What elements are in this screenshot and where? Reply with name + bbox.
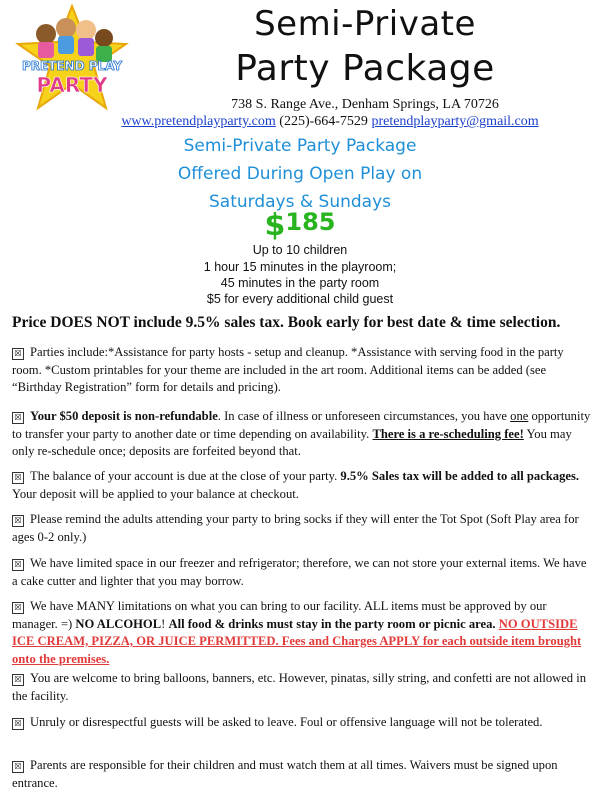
policy-item-socks [12, 511, 592, 546]
policy-item-decorations [12, 670, 592, 705]
policy-item-parties-include [12, 344, 592, 397]
sales-tax-notice: Price DOES NOT include 9.5% sales tax. Book early for best date & time selection. [12, 314, 561, 331]
email-link[interactable]: pretendplayparty@gmail.com [371, 114, 539, 129]
policy-text-underline: one [510, 409, 529, 423]
policy-item-balance [12, 468, 592, 503]
phone: (225)-664-7529 [279, 114, 368, 129]
price-value: 185 [285, 208, 336, 236]
policy-text: We have MANY limitations on what you can bring to our facility. ALL items must be approved by our manager. =) [12, 599, 547, 631]
policy-text: opportunity to transfer your party to another date or time depending on availability. [12, 409, 591, 441]
checkbox-icon: ☒ [12, 348, 24, 360]
checkbox-icon: ☒ [12, 559, 24, 571]
price-symbol: $ [264, 208, 286, 243]
pretend-play-party-logo [8, 4, 136, 116]
policy-text: We have limited space in our freezer and refrigerator; therefore, we can not store your external items. We have a cake cutter and lighter that you may borrow. [12, 556, 587, 588]
policy-text-bold: Your $50 deposit is non-refundable [30, 409, 218, 423]
page-title-line1: Semi-Private [254, 4, 476, 44]
policy-item-parents [12, 757, 592, 792]
policy-text-bold-underline: There is a re-scheduling fee! [372, 426, 524, 441]
policy-item-conduct [12, 714, 592, 732]
info-line: 1 hour 15 minutes in the playroom; [203, 260, 397, 274]
promo-line2: Offered During Open Play on [177, 164, 423, 184]
logo-text-bottom: PARTY [36, 73, 108, 97]
policy-text: The balance of your account is due at the close of your party. [30, 469, 341, 483]
policy-text: You are welcome to bring balloons, banners, etc. However, pinatas, silly string, and confetti are not allowed in the facility. [12, 671, 587, 703]
policy-text: Parents are responsible for their children and must watch them at all times. Waivers must be signed upon entrance. [12, 758, 558, 790]
checkbox-icon: ☒ [12, 674, 24, 686]
info-line: Up to 10 children [252, 243, 348, 257]
price [0, 208, 600, 243]
policy-item-deposit [12, 408, 592, 461]
contact-line [60, 114, 600, 130]
logo-text-top: PRETEND PLAY [21, 59, 123, 73]
policy-text: Parties include:*Assistance for party hosts - setup and cleanup. *Assistance with serving food in the party room. *Custom printables for your theme are included in the art room. Additional items can be added (see “Birthday Registration” form for details and pricing). [12, 345, 564, 394]
policy-text: ! [161, 616, 169, 631]
policy-text: Your deposit will be applied to your balance at checkout. [12, 486, 299, 501]
checkbox-icon: ☒ [12, 515, 24, 527]
page-title-line2: Party Package [235, 48, 495, 89]
checkbox-icon: ☒ [12, 718, 24, 730]
policy-text-bold: 9.5% Sales tax will be added to all packages. [340, 469, 580, 483]
policy-item-limitations [12, 598, 592, 668]
checkbox-icon: ☒ [12, 602, 24, 614]
website-link[interactable]: www.pretendplayparty.com [121, 114, 276, 129]
policy-text: Please remind the adults attending your party to bring socks if they will enter the Tot Spot (Soft Play area for ages 0-2 only.) [12, 512, 579, 544]
promo-line3: Saturdays & Sundays [209, 192, 391, 212]
info-line: 45 minutes in the party room [220, 276, 380, 290]
policy-text: You may only re-schedule once; deposits are forfeited beyond that. [12, 426, 572, 458]
policy-text: Unruly or disrespectful guests will be asked to leave. Foul or offensive language will not be tolerated. [30, 715, 543, 729]
policy-text: . In case of illness or unforeseen circumstances, you have [217, 409, 511, 423]
policy-text-warning: NO OUTSIDE ICE CREAM, PIZZA, OR JUICE PERMITTED. Fees and Charges APPLY for each outside item brought onto the premises. [12, 616, 582, 666]
checkbox-icon: ☒ [12, 761, 24, 773]
checkbox-icon: ☒ [12, 412, 24, 424]
policy-text-bold: All food & drinks must stay in the party room or picnic area. [168, 616, 496, 631]
address: 738 S. Range Ave., Denham Springs, LA 70726 [231, 97, 499, 112]
policy-item-storage [12, 555, 592, 590]
promo-line1: Semi-Private Party Package [183, 136, 417, 156]
policy-text-bold: NO ALCOHOL [75, 616, 162, 631]
checkbox-icon: ☒ [12, 472, 24, 484]
info-line: $5 for every additional child guest [206, 292, 394, 306]
